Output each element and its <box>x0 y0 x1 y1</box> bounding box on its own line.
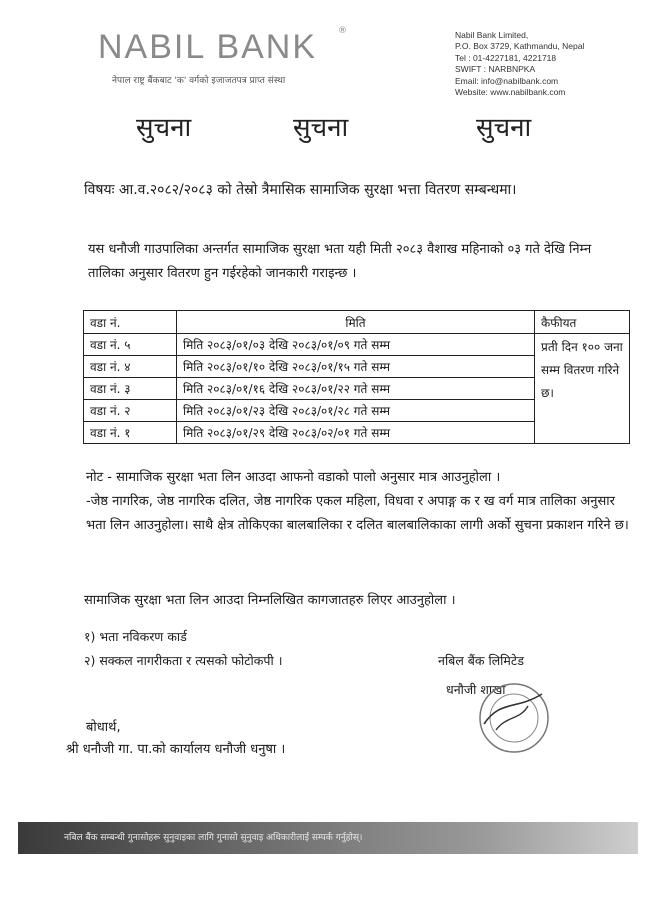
branch-stamp-icon <box>476 680 552 756</box>
document-item: २) सक्कल नागरीकता र त्यसको फोटोकपी । <box>84 653 283 668</box>
remark-cell: प्रती दिन १०० जना सम्म वितरण गरिने छ। <box>535 334 630 444</box>
info-label: बोधार्थ, <box>86 720 121 735</box>
documents-intro: सामाजिक सुरक्षा भता लिन आउदा निम्नलिखित कागजातहरु लिएर आउनुहोला । <box>84 593 456 608</box>
distribution-table <box>83 310 630 444</box>
date-cell: मिति २०८३/०१/१० देखि २०८३/०१/१५ गते सम्म <box>177 356 535 378</box>
notice-heading: सुचना <box>476 113 532 143</box>
contact-line: P.O. Box 3729, Kathmandu, Nepal <box>455 41 585 52</box>
ward-cell: वडा नं. ४ <box>84 356 177 378</box>
bank-tagline: नेपाल राष्ट्र बैंकबाट 'क' वर्गको इजाजतपत्र प्राप्त संस्था <box>112 76 286 86</box>
intro-paragraph: यस धनौजी गाउपालिका अन्तर्गत सामाजिक सुरक्षा भता यही मिती २०८३ वैशाख महिनाको ०३ गते देखि निम्न तालिका अनुसार वितरण हुन गईरहेको जानकारी गराइन्छ । <box>88 242 592 281</box>
note-eligibility: -जेष्ठ नागरिक, जेष्ठ नागरिक दलित, जेष्ठ नागरिक एकल महिला, विधवा र अपाङ्ग क र ख वर्ग मात्र तालिका अनुसार भता लिन आउनुहोला। साथै क्षेत्र तोकिएका बालबालिका र दलित बालबालिकाका लागी अर्को सुचना प्रकाशन गरिने छ। <box>86 494 629 533</box>
registered-mark: ® <box>338 26 347 36</box>
table-row <box>84 334 630 356</box>
date-cell: मिति २०८३/०१/२९ देखि २०८३/०२/०१ गते सम्म <box>177 422 535 444</box>
contact-block <box>455 30 584 98</box>
column-header-date: मिति <box>177 311 535 334</box>
contact-line: SWIFT : NARBNPKA <box>455 64 536 75</box>
date-cell: मिति २०८३/०१/२३ देखि २०८३/०१/२८ गते सम्म <box>177 400 535 422</box>
ward-cell: वडा नं. ३ <box>84 378 177 400</box>
signature-branch-name: धनौजी शाखा <box>446 682 506 697</box>
document-item: १) भता नविकरण कार्ड <box>84 629 187 644</box>
notes-block <box>86 466 631 538</box>
column-header-ward: वडा नं. <box>84 311 177 334</box>
column-header-remark: कैफीयत <box>535 311 630 334</box>
notice-heading: सुचना <box>136 113 192 143</box>
table-header-row <box>84 311 630 334</box>
contact-line: Nabil Bank Limited, <box>455 30 529 40</box>
ward-cell: वडा नं. ५ <box>84 334 177 356</box>
footer-banner: नबिल बैंक सम्बन्धी गुनासोहरू सुनुवाइका लागि गुनासो सुनुवाइ अधिकारीलाई सम्पर्क गर्नुहोस्। <box>18 822 638 854</box>
ward-cell: वडा नं. २ <box>84 400 177 422</box>
note-ward-turn: नोट - सामाजिक सुरक्षा भता लिन आउदा आफनो वडाको पालो अनुसार मात्र आउनुहोला । <box>86 470 501 485</box>
notice-heading: सुचना <box>293 113 349 143</box>
date-cell: मिति २०८३/०१/०३ देखि २०८३/०१/०९ गते सम्म <box>177 334 535 356</box>
date-cell: मिति २०८३/०१/१६ देखि २०८३/०१/२२ गते सम्म <box>177 378 535 400</box>
contact-line: Email: info@nabilbank.com <box>455 75 559 86</box>
subject-line: विषयः आ.व.२०८२/२०८३ को तेस्रो त्रैमासिक सामाजिक सुरक्षा भत्ता वितरण सम्बन्धमा। <box>84 182 517 198</box>
ward-cell: वडा नं. १ <box>84 422 177 444</box>
info-recipient: श्री धनौजी गा. पा.को कार्यालय धनौजी धनुषा । <box>66 742 286 757</box>
contact-line: Website: www.nabilbank.com <box>455 87 566 98</box>
contact-line: Tel : 01-4227181, 4221718 <box>455 52 557 63</box>
signature-bank-name: नबिल बैंक लिमिटेड <box>438 653 524 668</box>
bank-logo: NABIL BANK <box>98 28 318 66</box>
